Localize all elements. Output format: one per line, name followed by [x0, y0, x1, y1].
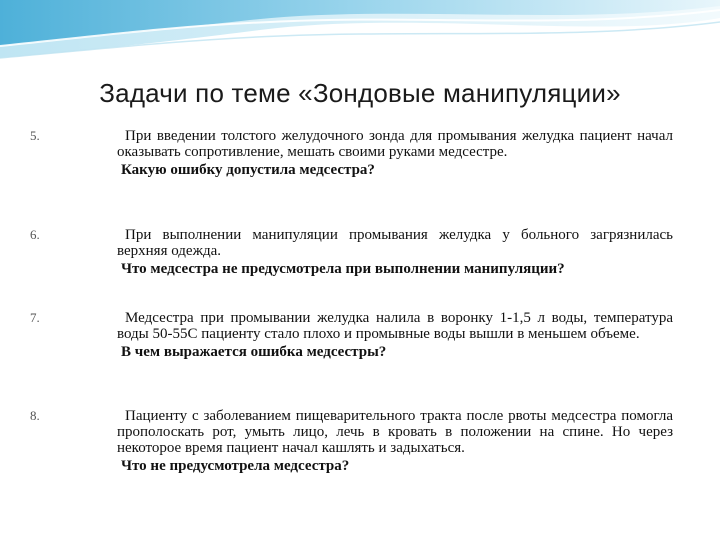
- task-question: В чем выражается ошибка медсестры?: [121, 344, 387, 360]
- task-body: [117, 227, 673, 278]
- task-question: Какую ошибку допустила медсестра?: [121, 162, 375, 178]
- task-number: 5.: [30, 128, 40, 143]
- task-number: 8.: [30, 408, 40, 423]
- task-text: Пациенту с заболеванием пищеварительного тракта после рвоты медсестра помогла прополоскать рот, умыть лицо, лечь в кровать в положении на спине. Но через некоторое время пациент начал кашлять и задыхаться.: [117, 408, 673, 456]
- task-body: [117, 128, 673, 179]
- task-question: Что медсестра не предусмотрела при выполнении манипуляции?: [121, 261, 565, 277]
- slide-title: Задачи по теме «Зондовые манипуляции»: [99, 78, 621, 108]
- task-body: [117, 408, 673, 475]
- header-wave-decoration: [0, 0, 720, 80]
- task-number: 7.: [30, 310, 40, 325]
- task-number: 6.: [30, 227, 40, 242]
- task-text: Медсестра при промывании желудка налила в воронку 1-1,5 л воды, температура воды 50-55С пациенту стало плохо и промывные воды вышли в меньшем объеме.: [117, 310, 673, 342]
- task-text: При выполнении манипуляции промывания желудка у больного загрязнилась верхняя одежда.: [117, 227, 673, 259]
- task-body: [117, 310, 673, 361]
- task-question: Что не предусмотрела медсестра?: [121, 458, 350, 474]
- task-text: При введении толстого желудочного зонда для промывания желудка пациент начал оказывать сопротивление, мешать своими руками медсестре.: [117, 128, 673, 160]
